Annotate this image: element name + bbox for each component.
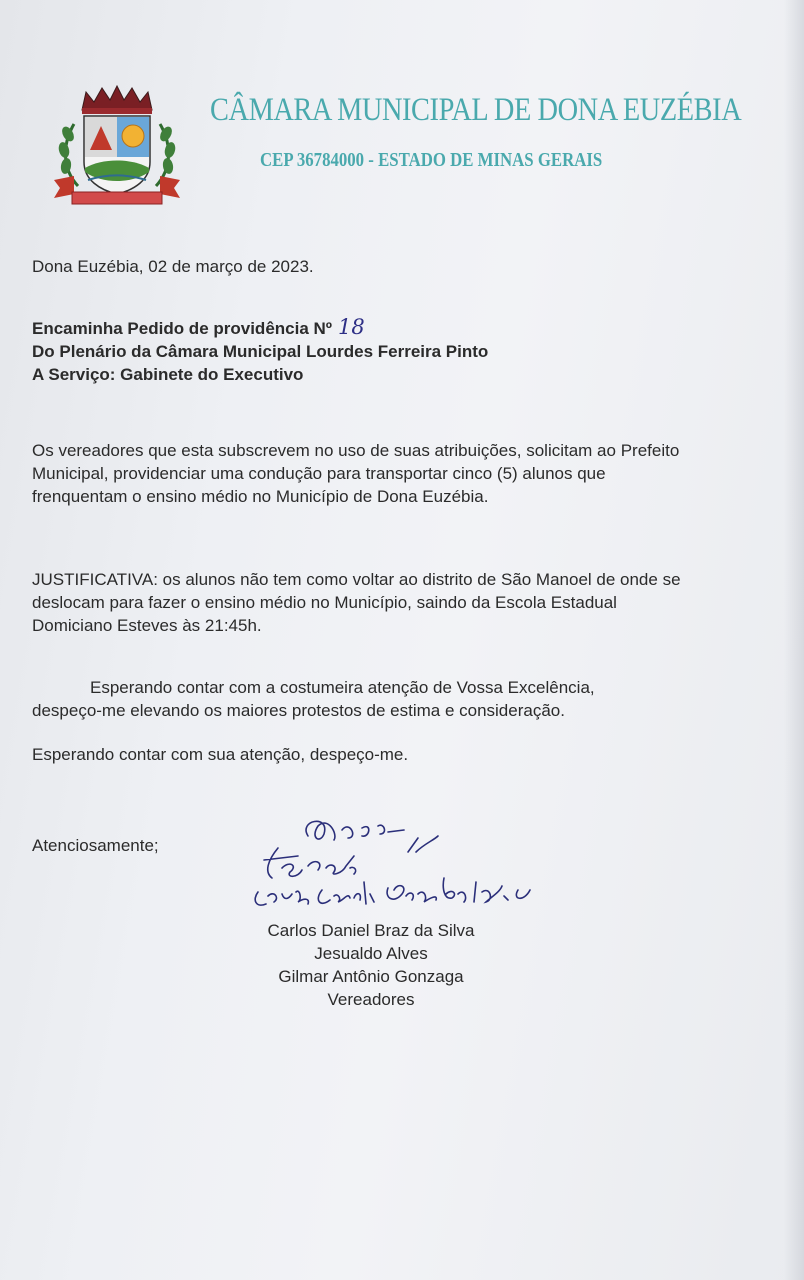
- heading-line-3: A Serviço: Gabinete do Executivo: [32, 365, 304, 384]
- municipal-crest-icon: [52, 84, 182, 208]
- salutation: Atenciosamente;: [32, 836, 159, 855]
- heading-line-2: Do Plenário da Câmara Municipal Lourdes Ferreira Pinto: [32, 342, 489, 361]
- organization-subtitle: CEP 36784000 - ESTADO DE MINAS GERAIS: [260, 149, 603, 171]
- handwritten-request-number: 18: [338, 315, 365, 339]
- closing-rest-line: despeço-me elevando os maiores protestos de estima e consideração.: [32, 701, 565, 720]
- closing-paragraph: [32, 676, 692, 722]
- letter-date: Dona Euzébia, 02 de março de 2023.: [32, 257, 314, 276]
- closing-lead-line: Esperando contar com a costumeira atenção de Vossa Excelência,: [90, 678, 595, 697]
- justification-paragraph: JUSTIFICATIVA: os alunos não tem como voltar ao distrito de São Manoel de onde se deslocam para fazer o ensino médio no Município, saindo da Escola Estadual Domiciano Esteves às 21:45h.: [32, 570, 681, 635]
- signer-name: Carlos Daniel Braz da Silva: [267, 921, 475, 940]
- body-paragraph: Os vereadores que esta subscrevem no uso de suas atribuições, solicitam ao Prefeito Municipal, providenciar uma condução para transportar cinco (5) alunos que frenquentam o ensino médio no Município de Dona Euzébia.: [32, 441, 680, 506]
- page-edge-shadow: [784, 0, 804, 1280]
- signers-role: Vereadores: [327, 990, 415, 1009]
- handwritten-signature-icon: [238, 808, 558, 933]
- closing-short: Esperando contar com sua atenção, despeço-me.: [32, 745, 409, 764]
- organization-title: CÂMARA MUNICIPAL DE DONA EUZÉBIA: [210, 92, 742, 128]
- heading-line-1: [32, 316, 488, 340]
- request-label: Encaminha Pedido de providência Nº: [32, 319, 332, 338]
- signer-name: Gilmar Antônio Gonzaga: [278, 967, 464, 986]
- signer-name: Jesualdo Alves: [314, 944, 428, 963]
- letter-heading: [32, 316, 488, 386]
- signers-block: [236, 919, 506, 1011]
